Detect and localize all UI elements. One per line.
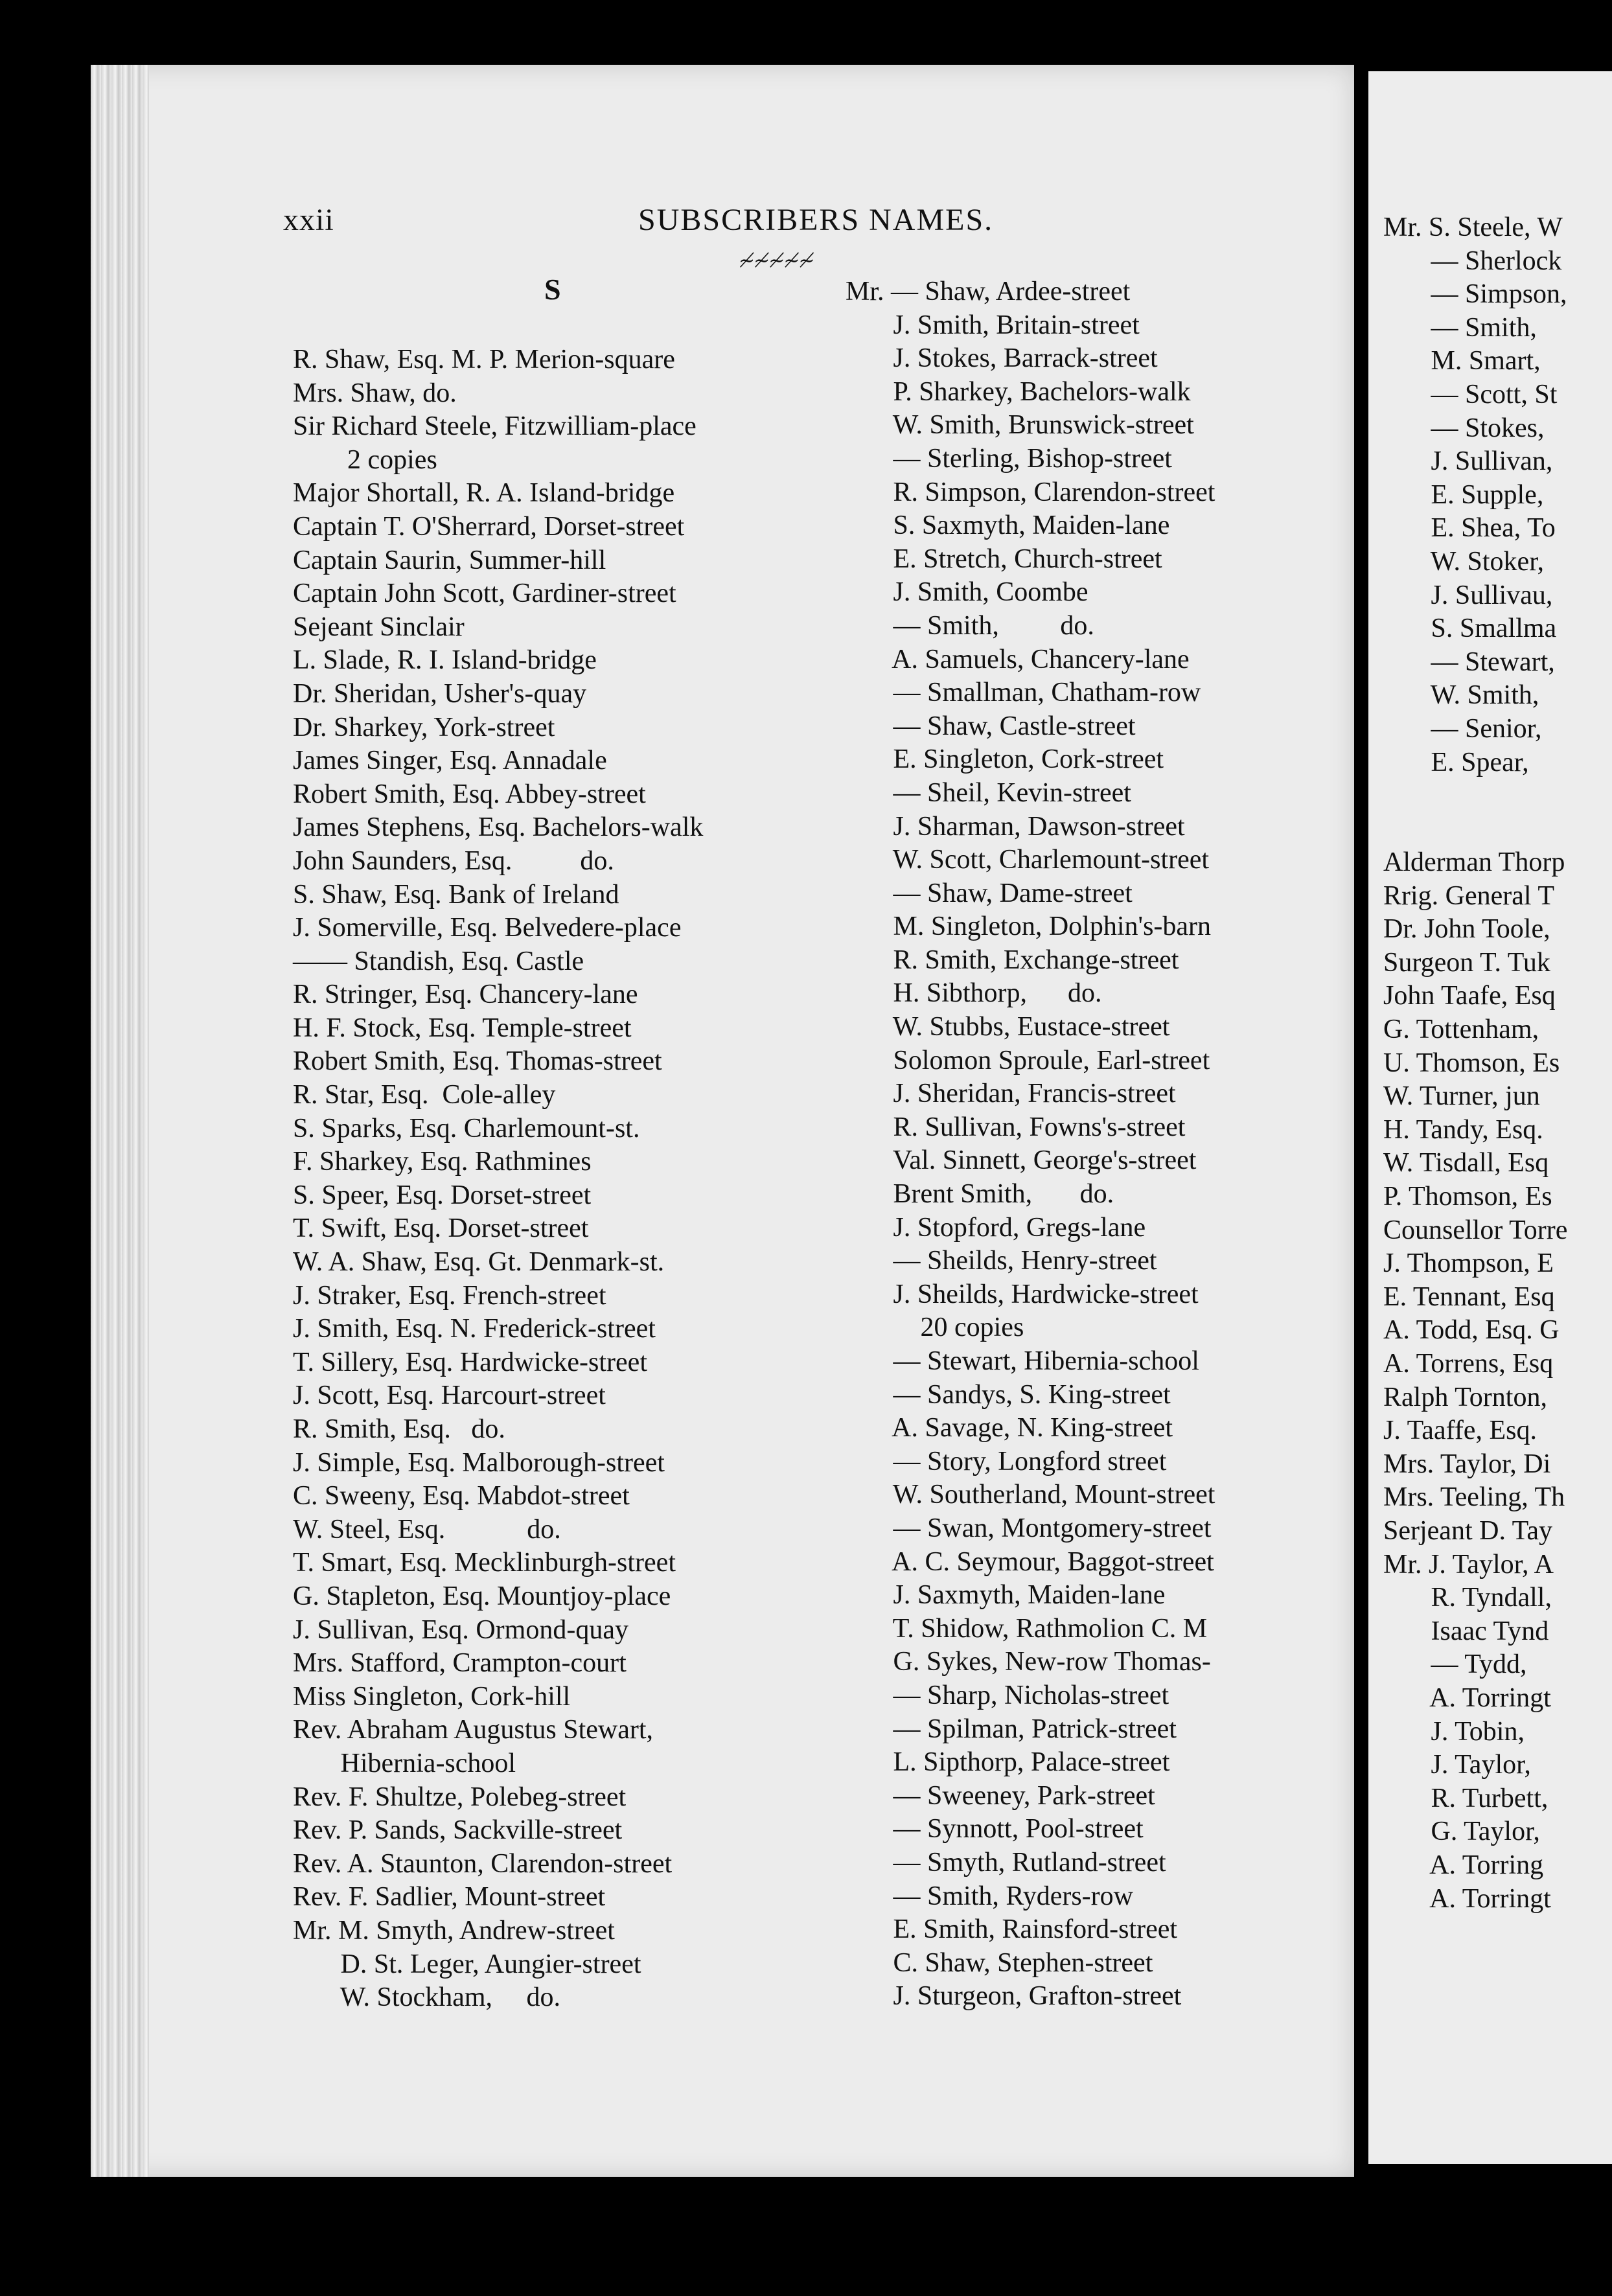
subscriber-entry: J. Scott, Esq. Harcourt-street [293,1381,606,1411]
subscriber-entry: — Spilman, Patrick-street [846,1714,1177,1744]
subscriber-entry: G. Sykes, New-row Thomas- [846,1647,1211,1677]
subscriber-entry: — Story, Longford street [846,1446,1167,1476]
subscriber-entry: W. A. Shaw, Esq. Gt. Denmark-st. [293,1247,665,1278]
subscriber-entry: E. Tennant, Esq [1383,1281,1555,1312]
subscriber-entry: J. Stokes, Barrack-street [846,343,1158,374]
subscriber-entry: Mrs. Stafford, Crampton-court [293,1648,627,1679]
subscriber-entry: E. Stretch, Church-street [846,544,1162,574]
subscriber-entry: — Senior, [1383,713,1542,744]
subscriber-entry: T. Sillery, Esq. Hardwicke-street [293,1347,647,1377]
subscriber-entry: C. Sweeny, Esq. Mabdot-street [293,1481,630,1511]
subscriber-entry: Surgeon T. Tuk [1383,947,1550,978]
subscriber-entry: Captain John Scott, Gardiner-street [293,579,676,609]
subscriber-entry: A. Torringt [1383,1883,1551,1914]
subscriber-entry: A. C. Seymour, Baggot-street [846,1546,1214,1577]
subscriber-entry: — Shaw, Dame-street [846,878,1133,908]
subscriber-entry: — Stewart, Hibernia-school [846,1346,1199,1376]
subscriber-list-right [1383,211,1567,1916]
subscriber-entry: James Singer, Esq. Annadale [293,746,607,776]
subscriber-entry: Captain T. O'Sherrard, Dorset-street [293,511,685,542]
subscriber-entry: — Tydd, [1383,1649,1534,1680]
subscriber-entry: — Stewart, [1383,647,1555,677]
page-edge [91,65,149,2177]
subscriber-entry: S. Smallma [1383,614,1557,644]
subscriber-entry: — Scott, St [1383,379,1558,409]
subscriber-entry: C. Shaw, Stephen-street [846,1947,1153,1978]
subscriber-entry: R. Simpson, Clarendon-street [846,477,1215,507]
subscriber-entry: — Shaw, Castle-street [846,711,1136,741]
subscriber-entry: W. Smith, [1383,680,1539,711]
subscriber-entry: Mr. J. Taylor, A [1383,1549,1554,1579]
subscriber-entry: U. Thomson, Es [1383,1048,1560,1078]
subscriber-entry: — Smith, [1383,312,1537,343]
subscriber-entry: — Sherlock [1383,246,1562,276]
subscriber-entry: — Swan, Montgomery-street [846,1513,1212,1543]
subscriber-entry: P. Thomson, Es [1383,1182,1552,1212]
subscriber-entry: M. Singleton, Dolphin's-barn [846,912,1212,942]
subscriber-list-left [293,343,703,2015]
subscriber-entry: P. Sharkey, Bachelors-walk [846,376,1191,407]
subscriber-entry: J. Straker, Esq. French-street [293,1280,606,1311]
subscriber-entry: Val. Sinnett, George's-street [846,1145,1197,1176]
subscriber-entry: W. Turner, jun [1383,1081,1540,1112]
subscriber-entry: — Sheil, Kevin-street [846,777,1131,808]
subscriber-entry: Hibernia-school [293,1748,516,1778]
subscriber-entry: — Sandys, S. King-street [846,1379,1171,1410]
subscriber-entry: R. Tyndall, [1383,1583,1552,1613]
subscriber-entry: — Sweeney, Park-street [846,1780,1155,1811]
subscriber-entry: 20 copies [846,1313,1024,1343]
subscriber-entry: — Smith, do. [846,610,1094,641]
subscriber-entry: Isaac Tynd [1383,1616,1549,1646]
subscriber-entry: S. Saxmyth, Maiden-lane [846,511,1170,541]
subscriber-entry: L. Sipthorp, Palace-street [846,1747,1170,1778]
subscriber-entry: D. St. Leger, Aungier-street [293,1949,641,1979]
subscriber-entry: J. Taaffe, Esq. [1383,1416,1544,1446]
subscriber-entry: — Simpson, [1383,279,1567,310]
subscriber-entry: A. Torrens, Esq [1383,1349,1554,1379]
subscriber-entry: Miss Singleton, Cork-hill [293,1681,571,1712]
subscriber-entry: J. Tobin, [1383,1716,1532,1747]
subscriber-entry: — Sterling, Bishop-street [846,443,1172,474]
subscriber-list-middle [846,275,1215,2014]
subscriber-entry: J. Sheridan, Francis-street [846,1079,1176,1109]
subscriber-entry: S. Shaw, Esq. Bank of Ireland [293,879,619,910]
subscriber-entry: Solomon Sproule, Earl-street [846,1045,1210,1075]
subscriber-entry: Mr. — Shaw, Ardee-street [846,277,1131,306]
subscriber-entry: Rev. Abraham Augustus Stewart, [293,1715,654,1745]
subscriber-entry: E. Smith, Rainsford-street [846,1914,1178,1945]
subscriber-entry: E. Singleton, Cork-street [846,744,1164,775]
subscriber-entry: J. Sturgeon, Grafton-street [846,1981,1182,2012]
subscriber-entry: — Smyth, Rutland-street [846,1847,1166,1877]
subscriber-entry: Rrig. General T [1383,880,1554,911]
subscriber-entry: Alderman Thorp [1383,847,1565,878]
subscriber-entry: Captain Saurin, Summer-hill [293,545,606,575]
subscriber-entry: J. Smith, Esq. N. Frederick-street [293,1314,656,1344]
subscriber-entry: Dr. Sheridan, Usher's-quay [293,678,587,709]
subscriber-entry: H. Tandy, Esq. [1383,1114,1543,1145]
subscriber-entry: John Saunders, Esq. do. [293,845,614,876]
subscriber-entry: J. Sullivan, [1383,446,1553,477]
subscriber-entry: L. Slade, R. I. Island-bridge [293,645,597,676]
subscriber-entry: R. Sullivan, Fowns's-street [846,1112,1186,1142]
subscriber-entry: J. Sheilds, Hardwicke-street [846,1279,1199,1309]
page-number: xxii [283,203,334,237]
subscriber-entry: E. Supple, [1383,479,1544,510]
subscriber-entry: R. Star, Esq. Cole-alley [293,1080,556,1110]
subscriber-entry: Robert Smith, Esq. Abbey-street [293,779,646,809]
subscriber-entry: Rev. F. Shultze, Polebeg-street [293,1782,627,1812]
subscriber-entry: J. Sullivan, Esq. Ormond-quay [293,1614,628,1645]
section-spacer [1383,779,1567,846]
subscriber-entry: James Stephens, Esq. Bachelors-walk [293,812,704,843]
subscriber-entry: Counsellor Torre [1383,1215,1568,1245]
subscriber-entry: Rev. P. Sands, Sackville-street [293,1815,623,1846]
subscriber-entry: —— Standish, Esq. Castle [293,946,584,976]
subscriber-entry: J. Smith, Coombe [846,577,1088,608]
subscriber-entry: — Smith, Ryders-row [846,1881,1133,1911]
subscriber-entry: E. Spear, [1383,747,1529,777]
subscriber-entry: J. Sharman, Dawson-street [846,811,1185,842]
subscriber-entry: Brent Smith, do. [846,1179,1114,1210]
subscriber-entry: J. Stopford, Gregs-lane [846,1212,1146,1243]
subscriber-entry: Mr. M. Smyth, Andrew-street [293,1915,615,1946]
subscriber-entry: J. Taylor, [1383,1750,1531,1780]
subscriber-entry: G. Taylor, [1383,1817,1547,1847]
subscriber-entry: G. Tottenham, [1383,1015,1546,1045]
subscriber-entry: H. Sibthorp, do. [846,978,1102,1009]
subscriber-entry: R. Turbett, [1383,1783,1549,1813]
subscriber-entry: H. F. Stock, Esq. Temple-street [293,1013,632,1043]
subscriber-entry: J. Simple, Esq. Malborough-street [293,1447,665,1478]
subscriber-entry: E. Shea, To [1383,513,1556,544]
subscriber-entry: Rev. A. Staunton, Clarendon-street [293,1848,673,1879]
subscriber-entry: 2 copies [293,444,437,475]
subscriber-entry: Ralph Tornton, [1383,1382,1554,1412]
subscriber-entry: Mr. S. Steele, W [1383,212,1563,242]
subscriber-entry: W. Stubbs, Eustace-street [846,1012,1170,1042]
running-head: SUBSCRIBERS NAMES. [638,203,994,237]
ornament-rule: ≁≁≁≁≁ [739,249,814,272]
subscriber-entry: F. Sharkey, Esq. Rathmines [293,1147,592,1177]
subscriber-entry: W. Tisdall, Esq [1383,1148,1549,1178]
subscriber-entry: — Sharp, Nicholas-street [846,1680,1169,1710]
section-letter: S [544,273,561,306]
subscriber-entry: — Smallman, Chatham-row [846,678,1201,708]
subscriber-entry: J. Smith, Britain-street [846,310,1140,340]
subscriber-entry: Mrs. Shaw, do. [293,378,457,408]
subscriber-entry: — Synnott, Pool-street [846,1814,1144,1844]
subscriber-entry: R. Smith, Exchange-street [846,945,1179,975]
subscriber-entry: S. Speer, Esq. Dorset-street [293,1180,592,1210]
subscriber-entry: John Taafe, Esq [1383,981,1556,1011]
subscriber-entry: W. Steel, Esq. do. [293,1514,561,1544]
subscriber-entry: W. Southerland, Mount-street [846,1480,1215,1510]
subscriber-entry: J. Somerville, Esq. Belvedere-place [293,913,682,943]
subscriber-entry: Mrs. Taylor, Di [1383,1449,1551,1479]
subscriber-entry: R. Shaw, Esq. M. P. Merion-square [293,345,675,374]
subscriber-entry: A. Samuels, Chancery-lane [846,644,1190,674]
subscriber-entry: A. Torringt [1383,1682,1551,1713]
subscriber-entry: A. Savage, N. King-street [846,1413,1173,1443]
subscriber-entry: W. Stoker, [1383,546,1545,577]
subscriber-entry: W. Stockham, do. [293,1982,561,2013]
subscriber-entry: S. Sparks, Esq. Charlemount-st. [293,1113,640,1143]
subscriber-entry: T. Shidow, Rathmolion C. M [846,1613,1208,1644]
subscriber-entry: Rev. F. Sadlier, Mount-street [293,1882,606,1912]
subscriber-entry: A. Torring [1383,1850,1544,1880]
subscriber-entry: Dr. John Toole, [1383,914,1550,945]
subscriber-entry: — Sheilds, Henry-street [846,1246,1157,1276]
subscriber-entry: W. Scott, Charlemount-street [846,845,1210,875]
subscriber-entry: J. Saxmyth, Maiden-lane [846,1580,1166,1611]
subscriber-entry: Robert Smith, Esq. Thomas-street [293,1046,662,1077]
subscriber-entry: Sir Richard Steele, Fitzwilliam-place [293,411,697,442]
subscriber-entry: A. Todd, Esq. G [1383,1315,1560,1346]
subscriber-entry: Major Shortall, R. A. Island-bridge [293,478,675,509]
subscriber-entry: Sejeant Sinclair [293,612,465,642]
subscriber-entry: — Stokes, [1383,413,1552,443]
subscriber-entry: G. Stapleton, Esq. Mountjoy-place [293,1581,671,1611]
subscriber-entry: J. Thompson, E [1383,1248,1554,1279]
subscriber-entry: Dr. Sharkey, York-street [293,712,555,742]
subscriber-entry: R. Stringer, Esq. Chancery-lane [293,980,638,1010]
subscriber-entry: M. Smart, [1383,346,1541,376]
subscriber-entry: T. Smart, Esq. Mecklinburgh-street [293,1548,676,1578]
subscriber-entry: T. Swift, Esq. Dorset-street [293,1213,589,1244]
right-page-clip [1368,0,1612,2296]
subscriber-entry: Mrs. Teeling, Th [1383,1482,1565,1513]
subscriber-entry: Serjeant D. Tay [1383,1515,1553,1546]
book-gutter [1354,39,1368,2255]
subscriber-entry: W. Smith, Brunswick-street [846,410,1194,441]
subscriber-entry: R. Smith, Esq. do. [293,1414,505,1444]
subscriber-entry: J. Sullivau, [1383,580,1553,610]
